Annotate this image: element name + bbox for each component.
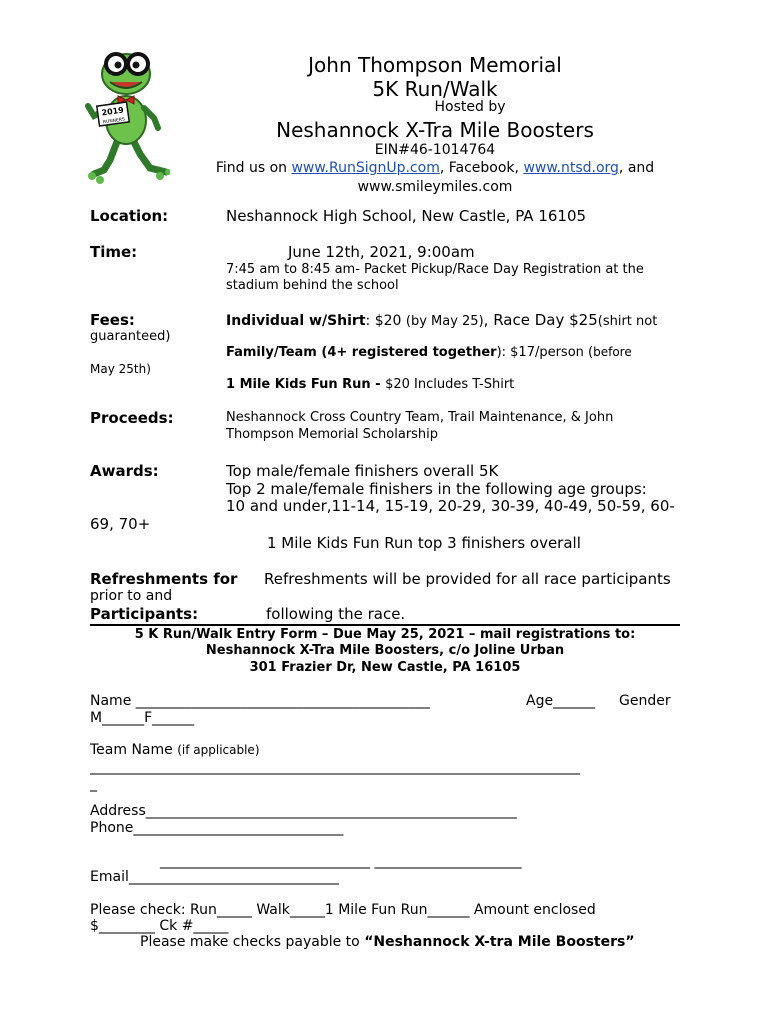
find-us-suffix: , and	[618, 160, 655, 176]
amount-check-field[interactable]: $________ Ck #_____	[90, 918, 229, 934]
individual-value2: , Race Day $25	[483, 311, 598, 329]
time-label: Time:	[90, 243, 138, 261]
awards-line2: Top 2 male/female finishers in the following age groups:	[226, 480, 647, 498]
phone-field[interactable]: Phone______________________________	[90, 820, 344, 836]
individual-label: Individual w/Shirt	[226, 313, 366, 329]
pickup-line1: 7:45 am to 8:45 am- Packet Pickup/Race Day Registration at the	[226, 262, 644, 277]
time-date: June 12th, 2021, 9:00am	[288, 243, 475, 261]
team-field-tail: _	[90, 776, 97, 792]
awards-line5: 1 Mile Kids Fun Run top 3 finishers overall	[267, 534, 581, 552]
team-label-line	[90, 742, 260, 758]
refreshments-label1: Refreshments for	[90, 570, 238, 588]
entry-heading2: Neshannock X-Tra Mile Boosters, c/o Joline Urban	[205, 643, 565, 658]
gender-field[interactable]: M______F______	[90, 710, 195, 726]
fees-may25: May 25th)	[90, 362, 151, 376]
bib-text: RUNNERS	[102, 117, 126, 126]
proceeds-label: Proceeds:	[90, 409, 174, 427]
family-value: ): $17/person (	[496, 345, 594, 360]
extra-field[interactable]: ______________________________ _____________________	[160, 853, 522, 869]
fees-family	[226, 345, 632, 360]
payable-line	[140, 934, 635, 950]
find-us-line	[200, 160, 670, 176]
hosted-by: Hosted by	[434, 99, 506, 115]
refreshments-label2: prior to and	[90, 588, 173, 604]
smiley-site: www.smileymiles.com	[357, 179, 513, 195]
awards-line1: Top male/female finishers overall 5K	[226, 462, 499, 480]
frog-runner-logo	[80, 42, 170, 190]
fees-guaranteed: guaranteed)	[90, 329, 171, 344]
location-label: Location:	[90, 207, 169, 225]
individual-note: (shirt not	[597, 314, 658, 329]
address-field[interactable]: Address_____________________________________________________	[90, 803, 517, 819]
individual-value1: : $20	[365, 313, 406, 329]
pickup-line2: stadium behind the school	[226, 278, 399, 293]
frog-runner-icon	[88, 54, 170, 184]
kids-label: 1 Mile Kids Fun Run -	[226, 377, 386, 392]
email-field[interactable]: Email______________________________	[90, 869, 339, 885]
age-field[interactable]: Age______	[526, 693, 596, 709]
family-label: Family/Team (4+ registered together	[226, 345, 497, 360]
entry-heading3: 301 Frazier Dr, New Castle, PA 16105	[249, 660, 521, 675]
awards-line4: 69, 70+	[90, 515, 151, 533]
fees-kids	[226, 377, 514, 392]
team-field[interactable]: ______________________________________________________________________	[90, 759, 580, 775]
payable-org: “Neshannock X-tra Mile Boosters”	[364, 934, 635, 950]
payable-prefix: Please make checks payable to	[140, 934, 365, 950]
gender-label: Gender	[619, 693, 671, 709]
section-divider	[90, 624, 680, 626]
refreshments-line1: Refreshments will be provided for all race participants	[264, 570, 671, 588]
title-line2: 5K Run/Walk	[372, 77, 498, 101]
proceeds-line1: Neshannock Cross Country Team, Trail Maintenance, & John	[226, 410, 614, 425]
individual-paren: (by May 25)	[405, 314, 484, 329]
check-options[interactable]: Please check: Run_____ Walk_____1 Mile Fun Run______ Amount enclosed	[90, 902, 596, 918]
name-field[interactable]: Name __________________________________________	[90, 693, 430, 709]
fees-label: Fees:	[90, 311, 135, 329]
awards-label: Awards:	[90, 462, 159, 480]
fees-individual	[226, 311, 657, 329]
refreshments-label3: Participants:	[90, 605, 199, 623]
org-name: Neshannock X-Tra Mile Boosters	[276, 118, 594, 142]
awards-line3: 10 and under,11-14, 15-19, 20-29, 30-39, 40-49, 50-59, 60-	[226, 497, 675, 515]
kids-value: $20 Includes T-Shirt	[385, 377, 515, 392]
refreshments-line2: following the race.	[266, 605, 406, 623]
runsignup-link[interactable]: www.RunSignUp.com	[291, 160, 440, 176]
find-us-mid: , Facebook,	[439, 160, 524, 176]
bib-year: 2019	[101, 105, 125, 118]
title-line1: John Thompson Memorial	[308, 53, 562, 77]
family-note: before	[593, 345, 632, 359]
proceeds-line2: Thompson Memorial Scholarship	[226, 427, 439, 442]
find-us-prefix: Find us on	[215, 160, 292, 176]
team-label: Team Name	[90, 742, 178, 758]
ntsd-link[interactable]: www.ntsd.org	[523, 160, 619, 176]
entry-heading1: 5 K Run/Walk Entry Form – Due May 25, 2021 – mail registrations to:	[134, 627, 636, 642]
ein: EIN#46-1014764	[374, 142, 496, 158]
team-paren: (if applicable)	[177, 743, 260, 757]
location-value: Neshannock High School, New Castle, PA 16105	[226, 207, 587, 225]
